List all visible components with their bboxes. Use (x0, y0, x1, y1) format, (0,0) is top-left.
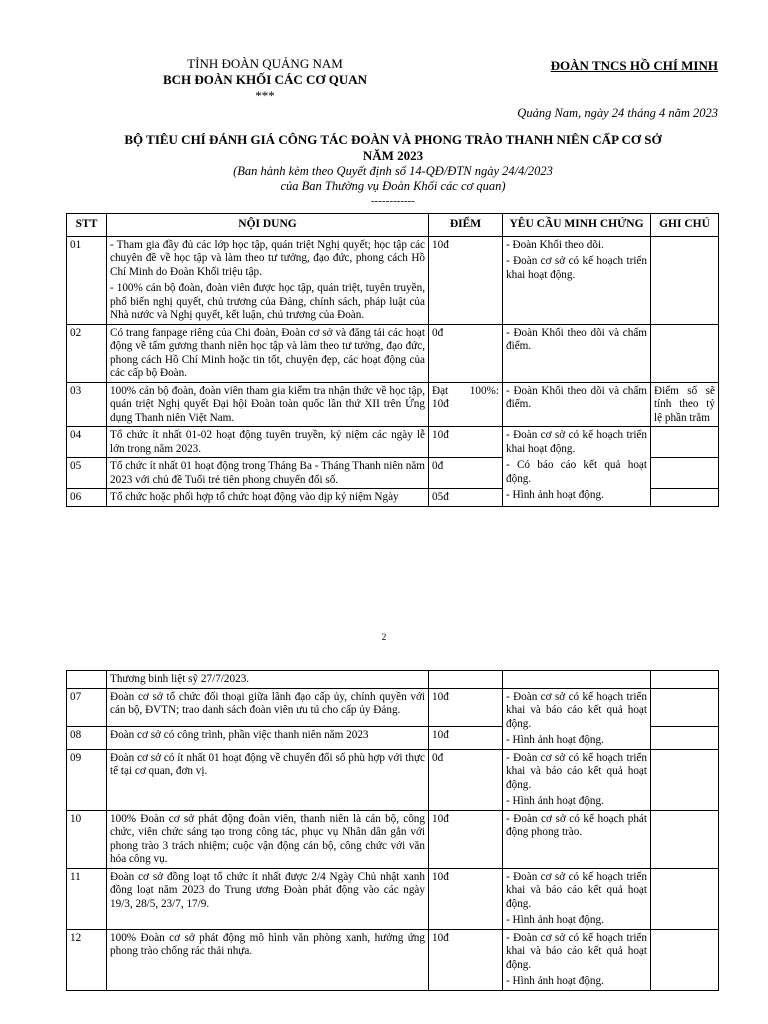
evidence-item: - Đoàn cơ sở có kế hoạch triển khai hoạt động. (506, 429, 647, 455)
criteria-table-page-2 (66, 670, 719, 991)
row-evidence (503, 236, 651, 324)
row-note (651, 929, 719, 990)
document-date: Quảng Nam, ngày 24 tháng 4 năm 2023 (517, 106, 718, 120)
evidence-item: - Đoàn cơ sở có kế hoạch triển khai hoạt động. (506, 255, 647, 281)
row-note (651, 688, 719, 727)
row-note (651, 458, 719, 489)
row-score: 05đ (429, 489, 503, 507)
row-score: 10đ (429, 427, 503, 458)
row-score: 0đ (429, 458, 503, 489)
table-row (67, 671, 719, 689)
union-name: ĐOÀN TNCS HỒ CHÍ MINH (550, 58, 718, 73)
header-content: NỘI DUNG (107, 214, 429, 237)
table-row (67, 868, 719, 929)
table-row (67, 929, 719, 990)
table-row (67, 324, 719, 382)
evidence-item: - Hình ảnh hoạt động. (506, 975, 604, 987)
table-row (67, 236, 719, 324)
organization-header (110, 56, 420, 104)
row-content: Có trang fanpage riêng của Chi đoàn, Đoàn cơ sở và đăng tải các hoạt động về tấm gương thanh niên học tập và làm theo tư tưởng, đạo đức, phong cách Hồ Chí Minh hoặc tin tốt, chuyện đẹp, các hoạt động của các cấp bộ Đoàn. (107, 324, 429, 382)
evidence-item: - Hình ảnh hoạt động. (506, 795, 604, 807)
row-content: Tổ chức ít nhất 01 hoạt động trong Tháng Ba - Tháng Thanh niên năm 2023 với chủ đề Tuổi trẻ tiên phong chuyển đổi số. (107, 458, 429, 489)
row-note (651, 810, 719, 868)
row-score: 10đ (429, 688, 503, 727)
row-stt: 03 (67, 382, 107, 427)
table-row (67, 382, 719, 427)
row-note: Điểm số sẽ tính theo tỷ lệ phần trăm (651, 382, 719, 427)
row-stt: 08 (67, 727, 107, 749)
subtitle-line-1: (Ban hành kèm theo Quyết định số 14-QĐ/ĐTN ngày 24/4/2023 (233, 164, 553, 178)
row-evidence (503, 868, 651, 929)
evidence-item: - Hình ảnh hoạt động. (506, 489, 604, 501)
row-content: Đoàn cơ sở có ít nhất 01 hoạt động về chuyển đổi số phù hợp với thực tế tại cơ quan, đơn vị. (107, 749, 429, 810)
evidence-item: - Có báo cáo kết quả hoạt động. (506, 459, 647, 485)
row-evidence: - Đoàn cơ sở có kế hoạch phát động phong trào. (503, 810, 651, 868)
table-row (67, 749, 719, 810)
row-stt: 01 (67, 236, 107, 324)
row-evidence (503, 929, 651, 990)
row-note (651, 489, 719, 507)
row-note (651, 671, 719, 689)
row-note (651, 749, 719, 810)
content-item: - Tham gia đầy đủ các lớp học tập, quán triệt Nghị quyết; học tập các chuyên đề về học tập và làm theo tư tưởng, đạo đức, phong cách Hồ Chí Minh do Đoàn Khối triệu tập. (110, 238, 425, 278)
evidence-item: - Đoàn cơ sở có kế hoạch triển khai và báo cáo kết quả hoạt động. (506, 931, 647, 971)
row-stt: 09 (67, 749, 107, 810)
row-score: 0đ (429, 749, 503, 810)
table-row (67, 810, 719, 868)
header-score: ĐIỂM (429, 214, 503, 237)
table-row (67, 427, 719, 458)
evidence-item: - Đoàn cơ sở có kế hoạch triển khai và báo cáo kết quả hoạt động. (506, 690, 647, 730)
row-content: 100% Đoàn cơ sở phát động đoàn viên, thanh niên là cán bộ, công chức, viên chức sáng tạo trong công tác, phục vụ Nhân dân gắn với phong trào 3 trách nhiệm; cuộc vận động cán bộ, công chức với văn hóa công vụ. (107, 810, 429, 868)
row-note (651, 324, 719, 382)
row-evidence: - Đoàn Khối theo dõi và chấm điểm. (503, 382, 651, 427)
subtitle-line-2: của Ban Thường vụ Đoàn Khối các cơ quan) (280, 179, 506, 193)
row-stt (67, 671, 107, 689)
row-score: Đạt 100%: 10đ (429, 382, 503, 427)
row-evidence (503, 427, 651, 507)
row-evidence (503, 688, 651, 749)
title-separator: ------------ (371, 195, 415, 207)
header-stars: *** (255, 88, 275, 103)
table-header-row (67, 214, 719, 237)
row-content (107, 236, 429, 324)
row-stt: 02 (67, 324, 107, 382)
row-evidence (503, 749, 651, 810)
document-title (66, 132, 720, 164)
header-stt: STT (67, 214, 107, 237)
row-note (651, 727, 719, 749)
row-stt: 04 (67, 427, 107, 458)
table-row (67, 688, 719, 727)
evidence-item: - Đoàn Khối theo dõi. (506, 238, 604, 251)
row-content: 100% Đoàn cơ sở phát động mô hình văn phòng xanh, hưởng ứng phong trào chống rác thải nhựa. (107, 929, 429, 990)
row-content: Thương binh liệt sỹ 27/7/2023. (107, 671, 429, 689)
row-score: 10đ (429, 727, 503, 749)
row-content: Đoàn cơ sở tổ chức đối thoại giữa lãnh đạo cấp ủy, chính quyền với cán bộ, ĐVTN; trao danh sách đoàn viên ưu tú cho cấp ủy Đảng. (107, 688, 429, 727)
title-line-1: BỘ TIÊU CHÍ ĐÁNH GIÁ CÔNG TÁC ĐOÀN VÀ PHONG TRÀO THANH NIÊN CẤP CƠ SỞ (124, 132, 662, 147)
row-score (429, 671, 503, 689)
evidence-item: - Hình ảnh hoạt động. (506, 734, 604, 746)
header-note: GHI CHÚ (651, 214, 719, 237)
row-score: 10đ (429, 929, 503, 990)
row-evidence: - Đoàn Khối theo dõi và chấm điểm. (503, 324, 651, 382)
row-score: 10đ (429, 236, 503, 324)
province-union-name: TỈNH ĐOÀN QUẢNG NAM (187, 56, 343, 71)
evidence-item: - Đoàn cơ sở có kế hoạch triển khai và báo cáo kết quả hoạt động. (506, 751, 647, 791)
title-line-2: NĂM 2023 (362, 148, 424, 163)
row-content: 100% cán bộ đoàn, đoàn viên tham gia kiểm tra nhận thức về học tập, quán triệt Nghị quyết Đại hội Đoàn toàn quốc lần thứ XII trên Ứng dụng Thanh niên Việt Nam. (107, 382, 429, 427)
row-score: 10đ (429, 868, 503, 929)
row-stt: 10 (67, 810, 107, 868)
content-item: - 100% cán bộ đoàn, đoàn viên được học tập, quán triệt, tuyên truyền, phổ biến nghị quyết, chủ trương của Đảng, chính sách, pháp luật của Nhà nước và Nghị quyết, kết luận, chủ trương của Đoàn. (110, 282, 425, 321)
row-stt: 06 (67, 489, 107, 507)
row-content: Tổ chức hoặc phối hợp tổ chức hoạt động vào dịp kỷ niệm Ngày (107, 489, 429, 507)
header-evidence: YÊU CẦU MINH CHỨNG (503, 214, 651, 237)
row-content: Đoàn cơ sở có công trình, phần việc thanh niên năm 2023 (107, 727, 429, 749)
row-stt: 05 (67, 458, 107, 489)
row-stt: 11 (67, 868, 107, 929)
page-number: 2 (381, 632, 387, 642)
row-note (651, 868, 719, 929)
row-score: 10đ (429, 810, 503, 868)
row-stt: 07 (67, 688, 107, 727)
row-evidence (503, 671, 651, 689)
criteria-table-page-1 (66, 213, 719, 507)
evidence-item: - Đoàn cơ sở có kế hoạch triển khai và báo cáo kết quả hoạt động. (506, 870, 647, 910)
row-stt: 12 (67, 929, 107, 990)
evidence-item: - Hình ảnh hoạt động. (506, 914, 604, 926)
row-score: 0đ (429, 324, 503, 382)
document-subtitle (66, 164, 720, 194)
row-content: Tổ chức ít nhất 01-02 hoạt động tuyên truyền, kỷ niệm các ngày lễ lớn trong năm 2023. (107, 427, 429, 458)
executive-committee-name: BCH ĐOÀN KHỐI CÁC CƠ QUAN (162, 72, 368, 87)
row-note (651, 236, 719, 324)
row-note (651, 427, 719, 458)
row-content: Đoàn cơ sở đồng loạt tổ chức ít nhất được 2/4 Ngày Chủ nhật xanh đồng loạt năm 2023 do Trung ương Đoàn phát động vào các ngày 19/3, 28/5, 23/7, 17/9. (107, 868, 429, 929)
